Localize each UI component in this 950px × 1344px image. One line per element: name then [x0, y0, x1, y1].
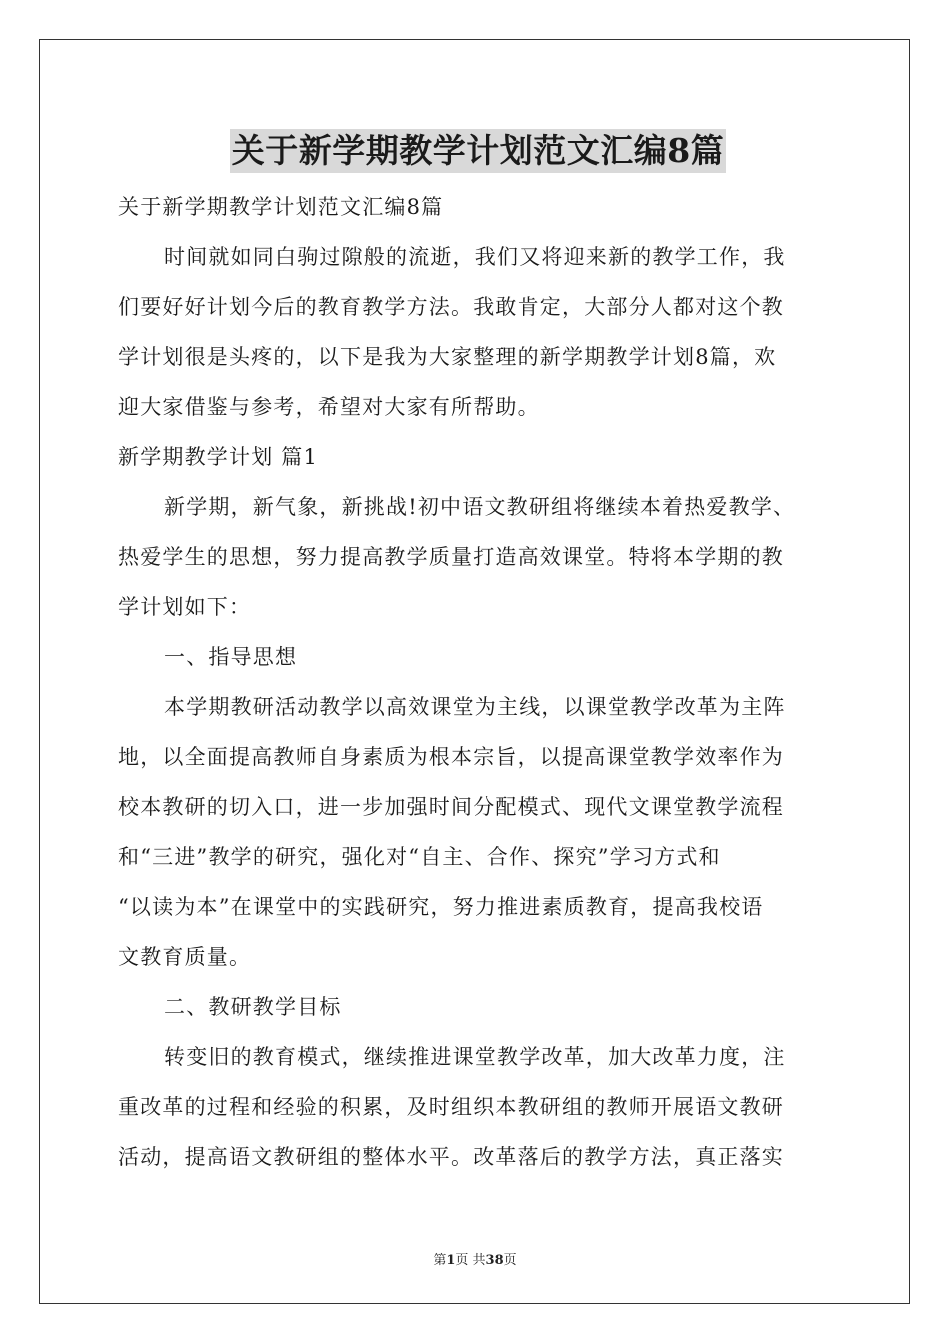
document-title: 关于新学期教学计划范文汇编8篇 [230, 129, 726, 173]
document-body [118, 120, 838, 1182]
text-line: 和“三进”教学的研究，强化对“自主、合作、探究”学习方式和 [118, 845, 721, 869]
text-line: “以读为本”在课堂中的实践研究，努力推进素质教育，提高我校语 [118, 895, 764, 919]
text-line: 新学期，新气象，新挑战!初中语文教研组将继续本着热爱教学、 [164, 495, 796, 519]
footer-prefix: 第 [433, 1253, 447, 1268]
text-line: 热爱学生的思想，努力提高教学质量打造高效课堂。特将本学期的教 [118, 545, 784, 569]
text-line: 活动，提高语文教研组的整体水平。改革落后的教学方法，真正落实 [118, 1145, 784, 1169]
paragraph-lines [118, 182, 838, 1182]
text-line: 关于新学期教学计划范文汇编8篇 [118, 195, 444, 219]
text-line: 一、指导思想 [164, 645, 298, 669]
page-footer [0, 1249, 950, 1268]
footer-mid: 页 共 [455, 1253, 486, 1268]
text-line: 本学期教研活动教学以高效课堂为主线，以课堂教学改革为主阵 [164, 695, 786, 719]
text-line: 新学期教学计划 篇1 [118, 445, 319, 469]
text-line: 时间就如同白驹过隙般的流逝，我们又将迎来新的教学工作，我 [164, 245, 786, 269]
text-line: 地，以全面提高教师自身素质为根本宗旨，以提高课堂教学效率作为 [118, 745, 784, 769]
text-line: 文教育质量。 [118, 945, 252, 969]
footer-total-pages: 38 [485, 1253, 504, 1268]
text-line: 们要好好计划今后的教育教学方法。我敢肯定，大部分人都对这个教 [118, 295, 784, 319]
text-line: 二、教研教学目标 [164, 995, 342, 1019]
text-line: 学计划如下： [118, 595, 252, 619]
text-line: 校本教研的切入口，进一步加强时间分配模式、现代文课堂教学流程 [118, 795, 784, 819]
text-line: 转变旧的教育模式，继续推进课堂教学改革，加大改革力度，注 [164, 1045, 786, 1069]
title-container [118, 120, 838, 182]
text-line: 迎大家借鉴与参考，希望对大家有所帮助。 [118, 395, 540, 419]
text-line: 学计划很是头疼的，以下是我为大家整理的新学期教学计划8篇，欢 [118, 345, 777, 369]
text-line: 重改革的过程和经验的积累，及时组织本教研组的教师开展语文教研 [118, 1095, 784, 1119]
footer-suffix: 页 [503, 1253, 517, 1268]
footer-page-number: 1 [446, 1253, 456, 1268]
